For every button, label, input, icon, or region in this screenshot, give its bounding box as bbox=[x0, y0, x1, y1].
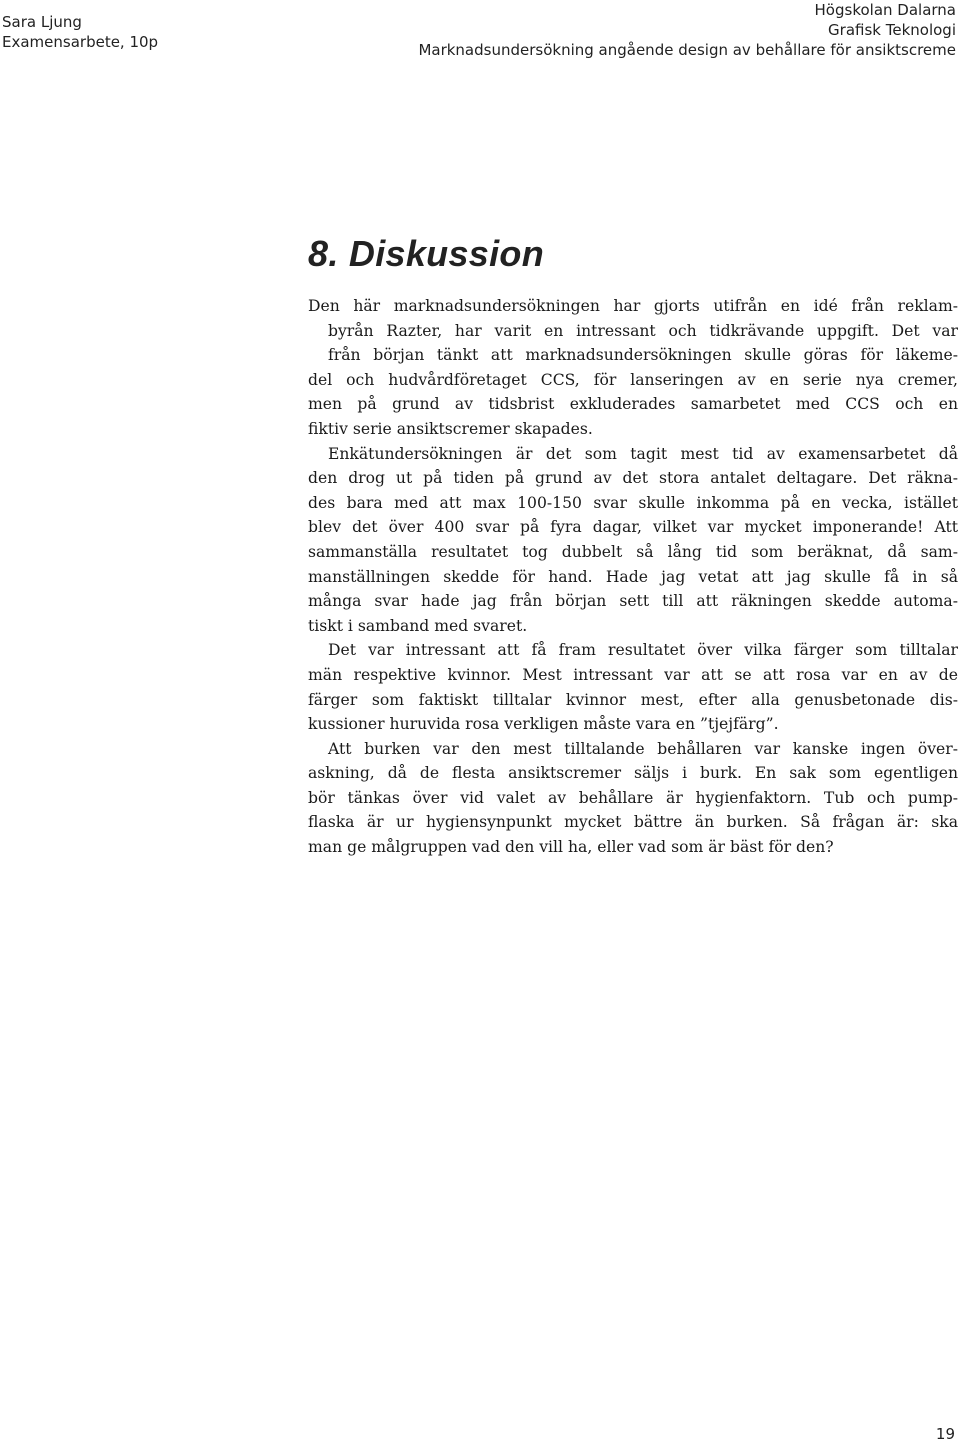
text-line: manställningen skedde för hand. Hade jag vetat att jag skulle få in så bbox=[308, 567, 958, 586]
text-line: män respektive kvinnor. Mest intressant var att se att rosa var en av de bbox=[308, 665, 958, 684]
page-number: 19 bbox=[935, 1425, 955, 1443]
text-line: sammanställa resultatet tog dubbelt så lång tid som beräknat, då sam- bbox=[308, 542, 958, 561]
text-line: askning, då de flesta ansiktscremer säljs i burk. En sak som egentligen bbox=[308, 764, 958, 783]
section-heading: 8. Diskussion bbox=[308, 233, 544, 274]
text-line: del och hudvårdföretaget CCS, för lanseringen av en serie nya cremer, bbox=[308, 370, 958, 389]
text-line: fiktiv serie ansiktscremer skapades. bbox=[308, 419, 593, 438]
document-title: Marknadsundersökning angående design av behållare för ansiktscreme bbox=[418, 41, 956, 59]
header-right bbox=[418, 0, 956, 60]
header-left bbox=[2, 12, 158, 52]
section-body bbox=[308, 294, 958, 860]
text-line: den drog ut på tiden på grund av det stora antalet deltagare. Det räkna- bbox=[308, 469, 958, 488]
text-line: blev det över 400 svar på fyra dagar, vilket var mycket imponerande! Att bbox=[308, 518, 958, 537]
text-line: Att burken var den mest tilltalande behållaren var kanske ingen över- bbox=[328, 739, 958, 758]
thesis-type: Examensarbete, 10p bbox=[2, 33, 159, 51]
text-line: byrån Razter, har varit en intressant och tidkrävande uppgift. Det var bbox=[328, 321, 958, 340]
text-line: tiskt i samband med svaret. bbox=[308, 616, 528, 635]
author-name: Sara Ljung bbox=[2, 13, 82, 31]
text-line: flaska är ur hygiensynpunkt mycket bättre än burken. Så frågan är: ska bbox=[308, 813, 958, 832]
text-line: men på grund av tidsbrist exkluderades samarbetet med CCS och en bbox=[308, 395, 958, 414]
text-line: Enkätundersökningen är det som tagit mest tid av examensarbetet då bbox=[328, 444, 958, 463]
text-line: bör tänkas över vid valet av behållare är hygienfaktorn. Tub och pump- bbox=[308, 788, 958, 807]
text-line: man ge målgruppen vad den vill ha, eller vad som är bäst för den? bbox=[308, 838, 834, 857]
university-name: Högskolan Dalarna bbox=[814, 1, 956, 19]
text-line: från början tänkt att marknadsundersökningen skulle göras för läkeme- bbox=[328, 346, 958, 365]
department-name: Grafisk Teknologi bbox=[828, 21, 956, 39]
text-line: Det var intressant att få fram resultatet över vilka färger som tilltalar bbox=[328, 641, 958, 660]
text-line: kussioner huruvida rosa verkligen måste vara en ”tjejfärg”. bbox=[308, 715, 779, 734]
text-line: des bara med att max 100-150 svar skulle inkomma på en vecka, istället bbox=[308, 493, 958, 512]
text-line: färger som faktiskt tilltalar kvinnor mest, efter alla genusbetonade dis- bbox=[308, 690, 958, 709]
text-line: Den här marknadsundersökningen har gjorts utifrån en idé från reklam- bbox=[308, 297, 958, 315]
text-line: många svar hade jag från början sett till att räkningen skedde automa- bbox=[308, 592, 958, 611]
